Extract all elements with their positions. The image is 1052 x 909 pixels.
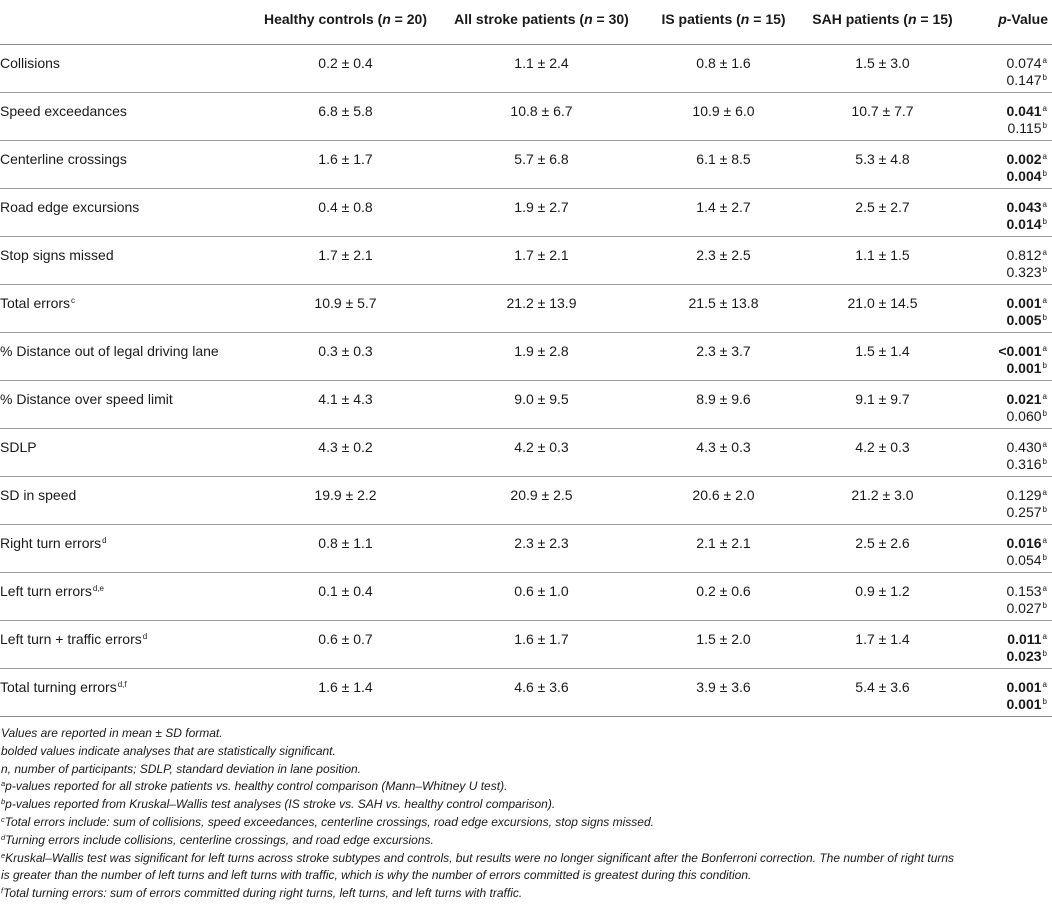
p-value-a: 0.430$^a$ [1006,438,1047,455]
footnote-e: $^e$Kruskal–Wallis test was significant for left turns across stroke subtypes and controls, but results were no longer significant after the Bonferroni correction. The number of right turns is greater than the number of left turns and left turns with traffic, which is why the number of errors committed is greatest during this condition. [1,850,955,883]
table-row [0,236,1052,284]
header-healthy-controls: Healthy controls (n = 20) [258,0,438,44]
p-value-a: 0.129$^a$ [1006,486,1047,503]
cell-p-value [968,380,1052,428]
cell-healthy: 0.1 ± 0.4 [258,572,438,620]
row-label: Total turning errors$^{d,f}$ [0,668,258,716]
row-label: Left turn + traffic errors$^d$ [0,620,258,668]
footnote-mean-sd: Values are reported in mean ± SD format. [1,726,223,740]
cell-is: 0.8 ± 1.6 [696,54,751,71]
row-label: Stop signs missed [0,236,258,284]
cell-p-value [968,476,1052,524]
row-label: SDLP [0,428,258,476]
row-label: % Distance out of legal driving lane [0,332,258,380]
table-row [0,572,1052,620]
cell-all-stroke: 9.0 ± 9.5 [438,380,650,428]
row-label: Speed exceedances [0,92,258,140]
row-label: Centerline crossings [0,140,258,188]
cell-all-stroke: 5.7 ± 6.8 [438,140,650,188]
cell-healthy: 0.3 ± 0.3 [258,332,438,380]
cell-healthy: 4.1 ± 4.3 [258,380,438,428]
cell-is: 2.3 ± 3.7 [650,332,802,380]
p-value-b: 0.027$^b$ [1006,599,1047,616]
cell-p-value [968,428,1052,476]
p-value-a: 0.074$^a$ [1006,54,1047,71]
cell-healthy: 0.2 ± 0.4 [318,54,373,71]
header-label [0,0,258,44]
cell-is: 8.9 ± 9.6 [650,380,802,428]
cell-all-stroke: 1.9 ± 2.7 [438,188,650,236]
footnote-abbreviations: n, number of participants; SDLP, standard deviation in lane position. [1,761,361,776]
cell-is: 20.6 ± 2.0 [650,476,802,524]
cell-p-value [968,92,1052,140]
cell-p-value [968,284,1052,332]
p-value-b: 0.054$^b$ [1006,551,1047,568]
cell-healthy: 0.8 ± 1.1 [258,524,438,572]
row-label: % Distance over speed limit [0,380,258,428]
row-label: Total errors$^c$ [0,284,258,332]
table-row [0,332,1052,380]
table-row [0,44,1052,92]
header-sah-patients: SAH patients (n = 15) [802,0,968,44]
cell-is: 1.5 ± 2.0 [650,620,802,668]
cell-healthy: 1.6 ± 1.4 [258,668,438,716]
p-value-a: 0.016$^a$ [1006,534,1047,551]
cell-sah: 10.7 ± 7.7 [802,92,968,140]
p-value-a: 0.153$^a$ [1006,582,1047,599]
cell-healthy: 10.9 ± 5.7 [258,284,438,332]
cell-sah: 5.4 ± 3.6 [802,668,968,716]
cell-p-value [968,620,1052,668]
cell-is: 21.5 ± 13.8 [650,284,802,332]
cell-p-value [968,44,1052,92]
row-label: SD in speed [0,476,258,524]
table-header-row [0,0,1052,44]
cell-p-value [968,668,1052,716]
p-value-b: 0.115$^b$ [1007,119,1047,136]
table-row [0,428,1052,476]
footnote-a: $^a$p-values reported for all stroke patients vs. healthy control comparison (Mann–Whitney U test). [1,779,508,794]
p-value-a: 0.041$^a$ [1006,102,1047,119]
cell-sah: 1.5 ± 1.4 [802,332,968,380]
footnote-f: $^f$Total turning errors: sum of errors committed during right turns, left turns, and left turns with traffic. [1,886,523,901]
p-value-b: 0.323$^b$ [1006,263,1047,280]
cell-p-value [968,524,1052,572]
cell-is: 4.3 ± 0.3 [650,428,802,476]
p-value-b: 0.005$^b$ [1006,311,1047,328]
row-label: Collisions [0,54,60,71]
cell-healthy: 0.6 ± 0.7 [258,620,438,668]
p-value-b: 0.014$^b$ [1006,215,1047,232]
footnote-bolded: bolded values indicate analyses that are statistically significant. [1,743,336,758]
table-row [0,668,1052,716]
cell-sah: 9.1 ± 9.7 [802,380,968,428]
p-value-a: 0.011$^a$ [1007,630,1047,647]
cell-healthy: 1.6 ± 1.7 [258,140,438,188]
cell-all-stroke: 2.3 ± 2.3 [438,524,650,572]
p-value-b: 0.001$^b$ [1006,695,1047,712]
row-label: Right turn errors$^d$ [0,524,258,572]
cell-healthy: 4.3 ± 0.2 [258,428,438,476]
cell-sah: 21.0 ± 14.5 [802,284,968,332]
footnote-b: $^b$p-values reported from Kruskal–Wallis test analyses (IS stroke vs. SAH vs. healthy control comparison). [1,797,556,812]
cell-healthy: 1.7 ± 2.1 [258,236,438,284]
table-row [0,188,1052,236]
p-value-a: 0.001$^a$ [1006,678,1047,695]
cell-all-stroke: 0.6 ± 1.0 [438,572,650,620]
footnote-d: $^d$Turning errors include collisions, centerline crossings, and road edge excursions. [1,832,434,847]
cell-is: 2.1 ± 2.1 [650,524,802,572]
cell-all-stroke: 21.2 ± 13.9 [438,284,650,332]
cell-sah: 21.2 ± 3.0 [802,476,968,524]
p-value-a: 0.043$^a$ [1006,198,1047,215]
p-value-a: <0.001$^a$ [998,342,1047,359]
p-value-a: 0.021$^a$ [1006,390,1047,407]
table-row [0,380,1052,428]
cell-all-stroke: 1.6 ± 1.7 [438,620,650,668]
p-value-b: 0.060$^b$ [1006,407,1047,424]
table-row [0,284,1052,332]
cell-p-value [968,140,1052,188]
p-value-b: 0.257$^b$ [1006,503,1047,520]
cell-is: 0.2 ± 0.6 [650,572,802,620]
cell-all-stroke: 1.9 ± 2.8 [438,332,650,380]
cell-all-stroke: 20.9 ± 2.5 [438,476,650,524]
header-p-value: p-Value [968,0,1052,44]
p-value-a: 0.002$^a$ [1006,150,1047,167]
cell-healthy: 0.4 ± 0.8 [258,188,438,236]
p-value-b: 0.147$^b$ [1006,71,1047,88]
header-is-patients: IS patients (n = 15) [650,0,802,44]
table-row [0,92,1052,140]
cell-p-value [968,236,1052,284]
cell-is: 6.1 ± 8.5 [650,140,802,188]
cell-p-value [968,188,1052,236]
cell-sah: 4.2 ± 0.3 [802,428,968,476]
cell-all-stroke: 10.8 ± 6.7 [438,92,650,140]
cell-is: 10.9 ± 6.0 [650,92,802,140]
cell-is: 1.4 ± 2.7 [650,188,802,236]
row-label: Left turn errors$^{d,e}$ [0,572,258,620]
cell-all-stroke: 1.7 ± 2.1 [438,236,650,284]
table-row [0,620,1052,668]
cell-sah: 2.5 ± 2.6 [802,524,968,572]
cell-is: 3.9 ± 3.6 [650,668,802,716]
table-footnotes [1,725,1049,903]
row-label: Road edge excursions [0,188,258,236]
cell-sah: 1.1 ± 1.5 [802,236,968,284]
cell-sah: 2.5 ± 2.7 [802,188,968,236]
p-value-a: 0.812$^a$ [1006,246,1047,263]
cell-p-value [968,332,1052,380]
p-value-b: 0.001$^b$ [1006,359,1047,376]
p-value-b: 0.004$^b$ [1006,167,1047,184]
p-value-b: 0.023$^b$ [1006,647,1047,664]
cell-all-stroke: 1.1 ± 2.4 [514,54,569,71]
p-value-a: 0.001$^a$ [1006,294,1047,311]
cell-is: 2.3 ± 2.5 [650,236,802,284]
cell-sah: 5.3 ± 4.8 [802,140,968,188]
table-row [0,524,1052,572]
cell-sah: 1.7 ± 1.4 [802,620,968,668]
cell-sah: 1.5 ± 3.0 [855,54,910,71]
p-value-b: 0.316$^b$ [1006,455,1047,472]
footnote-c: $^c$Total errors include: sum of collisions, speed exceedances, centerline crossings, road edge excursions, stop signs missed. [1,814,654,829]
cell-p-value [968,572,1052,620]
cell-sah: 0.9 ± 1.2 [802,572,968,620]
cell-healthy: 19.9 ± 2.2 [258,476,438,524]
table-row [0,476,1052,524]
table-row [0,140,1052,188]
cell-all-stroke: 4.2 ± 0.3 [438,428,650,476]
cell-healthy: 6.8 ± 5.8 [258,92,438,140]
header-all-stroke: All stroke patients (n = 30) [438,0,650,44]
cell-all-stroke: 4.6 ± 3.6 [438,668,650,716]
